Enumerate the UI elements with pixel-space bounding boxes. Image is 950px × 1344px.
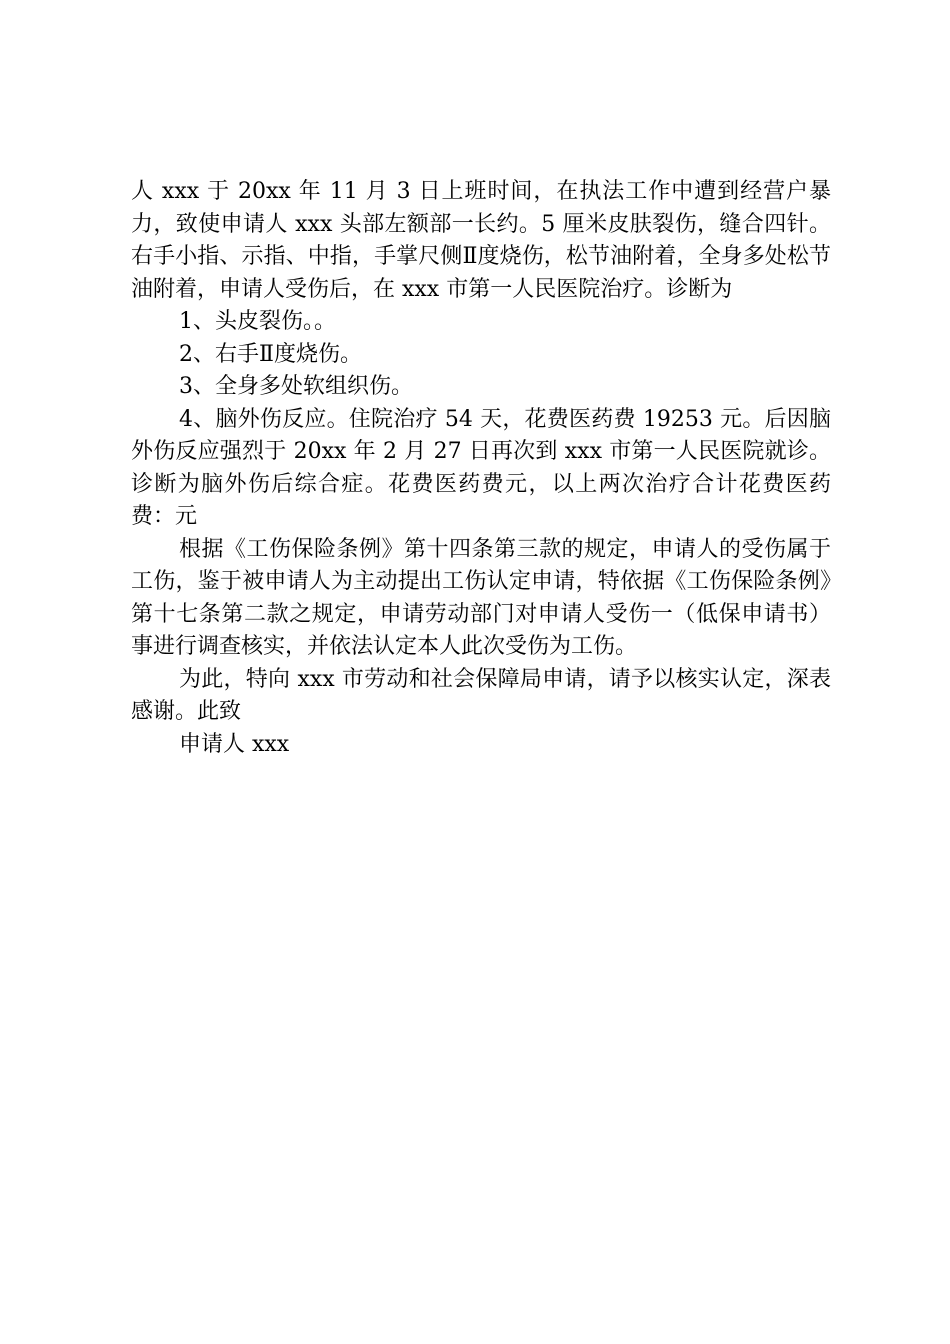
- diagnosis-item-1: 1、头皮裂伤。。: [179, 309, 336, 334]
- document-body: [131, 176, 831, 761]
- body-paragraph-request: 为此，特向 xxx 市劳动和社会保障局申请，请予以核实认定，深表感谢。此致: [131, 666, 831, 724]
- diagnosis-item-2: 2、右手Ⅱ度烧伤。: [179, 341, 362, 367]
- diagnosis-item-3: 3、全身多处软组织伤。: [179, 374, 413, 399]
- body-paragraph-legal-basis: 根据《工伤保险条例》第十四条第三款的规定，申请人的受伤属于工伤，鉴于被申请人为主动提出工伤认定申请，特依据《工伤保险条例》第十七条第二款之规定，申请劳动部门对申请人受伤一（低保申请书）事进行调查核实，并依法认定本人此次受伤为工伤。: [131, 536, 831, 659]
- applicant-signature: 申请人 xxx: [179, 731, 290, 757]
- body-paragraph-injury-description: 人 xxx 于 20xx 年 11 月 3 日上班时间，在执法工作中遭到经营户暴力，致使申请人 xxx 头部左额部一长约。5 厘米皮肤裂伤，缝合四针。右手小指、示指、中指，手掌尺侧Ⅱ度烧伤，松节油附着，全身多处松节油附着，申请人受伤后，在 xxx 市第一人民医院治疗。诊断为: [131, 179, 831, 302]
- diagnosis-item-4: 4、脑外伤反应。住院治疗 54 天，花费医药费 19253 元。后因脑外伤反应强烈于 20xx 年 2 月 27 日再次到 xxx 市第一人民医院就诊。诊断为脑外伤后综合症。花费医药费元，以上两次治疗合计花费医药费：元: [131, 406, 831, 529]
